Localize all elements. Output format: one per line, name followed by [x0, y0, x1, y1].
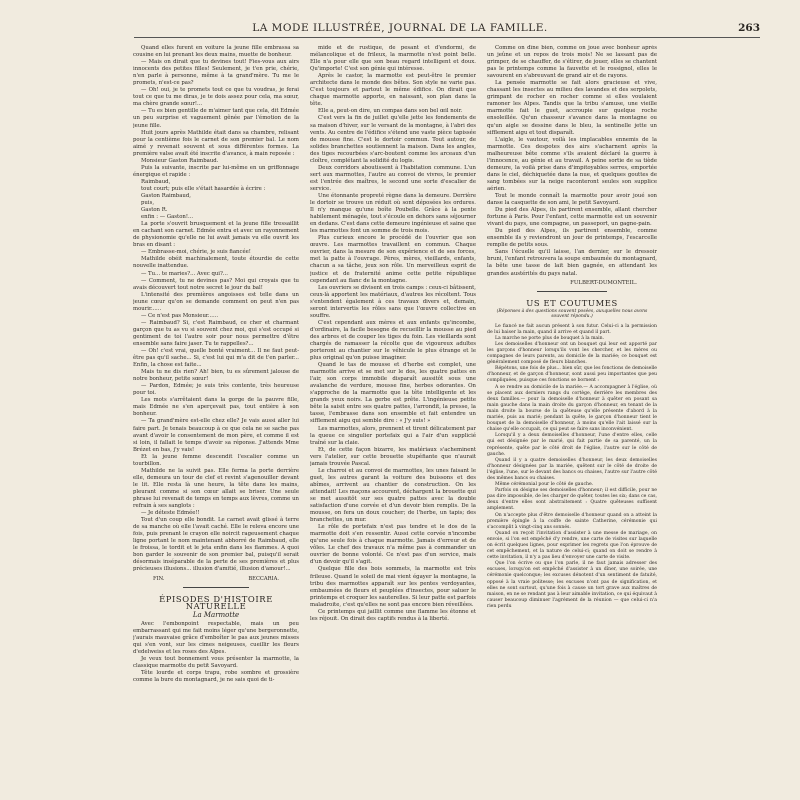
paragraph: La marche ne porte plus de bouquet à la main. [495, 335, 605, 341]
section-title: US ET COUTUMES [526, 297, 618, 308]
paragraph: Du pied des Alpes, ils partirent ensemble, allant chercher fortune à Paris. Pour l'enfant, cette marmotte est un souvenir vivant du pays, une compagne, un passeport, un gagne-pain. [487, 207, 657, 228]
paragraph: Même cérémonial pour le côté de gauche. [495, 482, 594, 488]
paragraph: — Tu... te maries?... Avec qui?... [141, 270, 228, 277]
paragraph: — Oh! c'est vrai, quelle bonté vraiment... Il ne faut peut-être pas qu'il sache... Si, c'est lui qui m'a dit de t'en parler... Enfin, la chose est faite... [133, 348, 299, 369]
paragraph: Plus curieux encore le procédé de l'ouvrier que son œuvre. Les marmottes travaillent en commun. Chaque ouvrier, dans la mesure de son expérience et de ses forces, met la patte à l'ouvrage. Pères, mères, vieillards, enfants, chacun a sa tâche, jeux son rôle. Un merveilleux esprit de justice et de fraternité anime cette petite république cependant au flanc de la montagne. [310, 235, 476, 284]
paragraph: Sans l'écuelle qu'il laisse, l'an dernier, sur le dressoir bruni, l'enfant retrouvera la soupe embaumée du montagnard, la bête une tasse de lait bien gagnée, en attendant les grandes austérités du pays natal. [487, 249, 657, 277]
paragraph: A se rendre au domicile de la mariée.— A accompagner à l'église, où se placent aux derniers rangs du cortège, derrière les membres des deux familles.— pour la demoiselle d'honneur à quêter en posant sa main gauche dans la main droite du garçon d'honneur, en tenant de la main droite la bourse de la quêteuse qu'elle présente d'abord à la mariée, puis au marié; pendant la quête, le garçon d'honneur tient le bouquet de la demoiselle d'honneur, à moins qu'elle l'ait laissé sur la chaise qu'elle occupait, ce qui peut se faire sans inconvénient. [487, 384, 657, 433]
story-signature [153, 576, 279, 583]
paragraph: Les marmottes, alors, prennent et tirent délicatement par la queue ce singulier portefaix qui a l'air d'un supplicié traîné sur la claie. [310, 425, 476, 446]
paragraph: Et, de cette façon bizarre, les matériaux s'acheminent vers l'atelier, sur cette brouette stupéfiante que n'aurait jamais trouvée Pascal. [310, 446, 476, 467]
paragraph: — Tu es bien gentille de m'aimer tant que cela, dit Edmée un peu surprise et vaguement gênée par l'émotion de la jeune fille. [133, 108, 299, 129]
section-title: ÉPISODES D'HISTOIRE NATURELLE [159, 593, 273, 611]
signature-end: FIN. [153, 575, 165, 582]
paragraph: On n'accepte plus d'être demoiselle d'honneur quand on a atteint la première épingle à la coiffe de sainte Catherine, cérémonie qui s'accomplit à vingt-cinq ans sonnés. [487, 512, 657, 530]
paragraph: Deux corridors aboutissent à l'habitation commune. L'un sert aux marmottes, l'autre au convoi de vivres, le premier est l'entrée des maîtres, le second une sorte d'escalier de service. [310, 164, 476, 192]
section-subtitle: La Marmotte [192, 610, 240, 619]
paragraph: enfin : — Gaston!... [141, 214, 194, 221]
paragraph: Les ouvriers se divisent en trois camps : ceux-ci bâtissent, ceux-là apportent les matériaux, d'autres les récoltent. Tous s'entendent également à ces travaux divers et, demain, seront intervertis les rôles sans que l'œuvre collective en souffre. [310, 284, 476, 319]
paragraph: Parfois on désigne ses demoiselles d'honneur; il est difficile, pour ne pas dire impossible, de les charger de quêter, toutes les six; dans ce cas, deux d'entre elles sont abstraitement : Quatre quêteuses suffisent amplement. [487, 488, 657, 512]
paragraph: Les mots s'arrêtaient dans la gorge de la pauvre fille, mais Edmée ne s'en aperçevait pas, tout entière à son bonheur. [133, 397, 299, 418]
column-1 [133, 45, 299, 755]
article-text [310, 45, 476, 623]
journal-title: LA MODE ILLUSTRÉE, JOURNAL DE LA FAMILLE. [252, 22, 548, 34]
paragraph: Tout le monde connaît la marmotte pour avoir joué son danse la casquette de son ami, le petit Savoyard. [487, 192, 657, 207]
paragraph: — Embrasse-moi, chérie, je suis fiancée! [141, 249, 251, 256]
paragraph: Huit jours après Mathilde était dans sa chambre, relisant pour la centième fois le carnet de son premier bal. Le nom aimé y revenait souvent et sous différentes formes. La première valse avait été inscrite d'avance, à main reposée : [133, 129, 299, 157]
paragraph: Mais tu ne dis rien? Ah! bien, tu es sûrement jalouse de notre bonheur, petite sœur! [133, 369, 299, 383]
paragraph: — Comment, tu ne devines pas? Moi qui croyais que tu avais découvert tout notre secret le jour du bal! [133, 277, 299, 291]
column-2 [310, 45, 476, 755]
section-heading [487, 297, 657, 308]
paragraph: Quand il y a quatre demoiselles d'honneur, les deux demoiselles d'honneur désignées par la mariée, quêtent sur le côté de droite de l'église, l'une, sur le devant des bancs ou chaises, l'autre sur l'autre côté des mêmes bancs ou chaises. [487, 457, 657, 481]
paragraph: La pensée marmotte se fait alors gracieuse et vive, chassant les insectes au milieu des lavandes et des serpolets, grimpant de rocher en rocher comme si elles voulaient ramoner les Alpes. Tandis que la tribu s'amuse, une vieille marmotte fait le guet, accroupie sur quelque roche ensoleillée. Qu'un chasseur s'avance dans la montagne ou qu'un aigle se dessine dans le bleu, la sentinelle jette un sifflement aigu et tout disparaît. [487, 80, 657, 136]
paragraph: Le fiancé ne fait aucun présent à son futur. Celui-ci a la permission de lui baiser la main, quand il arrive et quand il part. [487, 323, 657, 335]
section-heading [133, 593, 299, 619]
column-3 [487, 45, 657, 755]
paragraph: Mathilde obéit machinalement, toute étourdie de cette nouvelle inattendue. [133, 256, 299, 270]
article-text [133, 621, 299, 684]
paragraph: Et la jeune femme descendit l'escalier comme un tourbillon. [133, 453, 299, 467]
paragraph: Mathilde ne la suivit pas. Elle ferma la porte derrière elle, demeura un tour de clef et revint s'agenouiller devant le lit. Elle resta là une heure, la tête dans les mains, pleurant comme si son cœur allait se briser. Une seule phrase lui revenait de temps en temps aux lèvres, comme un refrain à ses sanglots : [133, 467, 299, 510]
paragraph: — Mais on dirait que tu devines tout! Fies-vous aux airs innocents des petites filles! Seulement, je t'en prie, chérie, n'en parle à personne, même à ta grand'mère. Tu me le promets, n'est-ce pas? [133, 59, 299, 87]
paragraph: C'est cependant aux mères et aux enfants qu'incombe, d'ordinaire, la facile besogne de recueillir la mousse au pied des arbres et de couper les tiges du foin. Les vieillards sont chargés de ramasser la récolte que de vigoureux adultes porteront au chantier sur le véhicule le plus étrange et le plus original qu'on puisse imaginer. [310, 319, 476, 362]
paragraph: Gaston R. [141, 207, 168, 214]
paragraph: Quand le tas de mousse et d'herbe est complet, une marmotte arrive et se met sur le dos, les quatre pattes en l'air, son corps immobile disparaît aussitôt sous une avalanche de verdure, mousse fine, herbes odorantes. On s'approche de la marmotte que la tête intelligente et les grands yeux noirs. La gerbe est prête. L'ingénieuse petite bête la saisit entre ses quatre pattes, l'arrondit, la presse, la tasse, l'embrasse dans son ensemble et fait entendre un sifflement aigu qui semble dire : « J'y suis! » [310, 362, 476, 425]
paragraph: Tête lourde et corps trapu, robe sombre et grossière comme la bure du montagnard, je ne sais quoi de ti- [133, 670, 299, 684]
section-divider [183, 587, 249, 588]
paragraph: — Ta grand'mère est-elle chez elle? Je vais aussi aller lui faire part. Je tenais beaucoup à ce que cela ne se sache pas avant d'avoir le consentement de mon père, et comme il est si loin, il fallait le temps d'avoir sa réponse. J'attends Mme Brézet en bas, j'y vais! [133, 418, 299, 453]
paragraph: Comme on dîne bien, comme on joue avec bonheur après un jeûne et un repos de trois mois! Ne se lassant pas de grimper, de se chauffer, de s'étirer, de jouer, elles se chantent pas le printemps comme la fauvette et le rossignol, elles le savourent en s'abreuvant de grand air et de rayons. [487, 45, 657, 80]
paragraph: Du pied des Alpes, ils partirent ensemble, comme ensemble ils y reviendront un jour de printemps, l'escarcelle remplie de petits sous. [487, 228, 657, 249]
paragraph: Puis la suivante, inscrite par lui-même en un griffonnage énergique et rapide : [133, 164, 299, 178]
paragraph: — Pardon, Edmée; je suis très contente, très heureuse pour toi. [133, 383, 299, 397]
customs-text [487, 324, 657, 610]
paragraph: puis, [141, 200, 155, 207]
paragraph: La porte s'ouvrit brusquement et la jeune fille tressaillit en cachant son carnet. Edmée entra et avec un rayonnement de physionomie qu'elle ne lui avait jamais vu elle ouvrit les bras en disant : [133, 221, 299, 249]
paragraph: Les demoiselles d'honneur ont un bouquet qui leur est apporté par les garçons d'honneur lorsqu'ils vont les chercher, et les mères ou compagnes de leurs parents, au domicile de la mariée; ce bouquet est généralement composé de fleurs blanches. [487, 341, 657, 366]
paragraph: Une étonnante propreté règne dans la demeure. Derrière le dortoir se trouve un réduit où sont déposées les ordures. Il n'y manque qu'une boîte Poubelle. Grâce à la pente habilement ménagée, tout s'écoule en dehors sans séjourner en dedans. C'est dans cette demeure ingénieuse et saine que les marmottes font un somme de trois mois. [310, 192, 476, 235]
section-divider [537, 291, 607, 292]
paragraph: Ce printemps qui jaillit comme une flamme les étonne et les réjouit. On dirait des captifs rendus à la liberté. [310, 608, 476, 622]
paragraph: — Ce n'est pas Monsieur...... [141, 312, 219, 319]
paragraph: Répétons, une fois de plus... bien sûr, que les fonctions de demoiselle d'honneur, et de garçon d'honneur, sont aussi peu importantes que peu compliquées, puisque ces fonctions se bornent : [487, 366, 657, 384]
article-text [487, 45, 657, 278]
paragraph: L'intensité des premières angoisses est telle dans un jeune cœur qu'on se demande comment on peut n'en pas mourir...... [133, 291, 299, 312]
paragraph: Elle a, peut-on dire, un compas dans son bel œil noir. [318, 108, 463, 115]
paragraph: Quand on reçoit l'invitation d'assister à une messe de mariage, on envoie, si l'on est empêché d'y rendre, une carte de visites sur laquelle on écrit quelques lignes, pour exprimer les regrets que l'on éprouve de cet empêchement, et la nature de celui-ci; quand on doit se rendre à cette invitation, il n'y a pas lieu d'envoyer une carte de visite. [487, 530, 657, 561]
paragraph: Monsieur Gaston Raimbaud. [141, 157, 219, 164]
paragraph: L'aigle, le vautour, voilà les implacables ennemis de la marmotte. Ces despotes des airs s'acharnent après la malheureuse bête comme s'ils avaient déclaré la guerre à l'innocence, au génie et au travail. A peine sortie de sa tiède demeure, la voilà prise dans d'impitoyables serres, emportée dans le ciel, déchiquetée dans la nue, et quelques gouttes de sang tombées sur la neige raconteront seules son supplice aérien. [487, 136, 657, 192]
paragraph: C'est vers la fin de juillet qu'elle jette les fondements de sa maison d'hiver, sur le versant de la montagne, à l'abri des vents. Au centre de l'édifice s'étend une vaste pièce tapissée de mousse fine. C'est le dortoir commun. Tout autour, de solides branchettes soutiennent la maison. Dans les angles, des tiges recourbées s'arc-boutent comme les arceaux d'un cloître, complétant la solidité du logis. [310, 115, 476, 164]
paragraph: — Raimbaud? Si, c'est Raimbaud, ce cher et charmant garçon que tu as vu si souvent chez moi, qui s'est occupé si gentiment de toi l'autre soir pour nous permettre d'être ensemble sans faire jaser. Tu te rappelles?... [133, 319, 299, 347]
paragraph: — Je déteste Edmée!! [141, 510, 200, 517]
paragraph: Après le castor, la marmotte est peut-être le premier architecte dans le monde des bêtes. Son style ne varie pas. C'est toujours et partout le même édifice. On dirait que chaque marmotte apporte, en naissant, son plan dans la tête. [310, 73, 476, 108]
story-text [133, 45, 299, 574]
paragraph: Que l'on écrive ou que l'on parle, il ne faut jamais adresser des excuses, lorsqu'on est empêché d'assister à un dîner, une soirée, une cérémonie quelconque; les excuses dénotent d'un sentiment de fatuité, opposé à la vraie politesse; les excuses n'ont pas de signification, et elles ne sont surtout, qu'une fois à cause un tort grave aux maîtres de maison, en ne se rendant pas à leur aimable invitation, ce qui équivaut à causer beaucoup diminuer l'agrément de la réunion — que celui-ci n'a rien perdu [487, 561, 657, 609]
paragraph: Quand elles furent en voiture la jeune fille embrassa sa cousine en lui prenant les deux mains, muette de bonheur. [133, 45, 299, 59]
page-header [0, 22, 800, 36]
paragraph: Quelque fille des bois sommets, la marmotte est très frileuse. Quand le soleil de mai vient égayer la montagne, la tribu des marmottes apparaît sur les pentes verdoyantes, embaumées de fleurs et peuplées d'insectes, pour saluer le printemps et croquer les sauterelles. Si leur patte est parfois maladroite, c'est qu'elles ne sont pas encore bien réveillées. [310, 566, 476, 608]
paragraph: tout court; puis elle s'était hasardée à écrire : [141, 185, 266, 192]
paragraph: Lorsqu'il y a deux demoiselles d'honneur, l'une d'entre elles, celle qui est désignée par le marié, qui fait partie de sa parenté, un la représente, quête par le côté droit de l'église, l'autre sur le côté de gauche. [487, 433, 657, 457]
paragraph: Le rôle de portefaix n'est pas tendre et le dos de la marmotte doit s'en ressentir. Aussi cette corvée n'incombe qu'une seule fois à chaque marmotte. Jamais d'erreur et de vôles. Le chef des travaux n'a même pas à commander un ouvrier de bonne volonté. Ce n'est pas d'un service, mais d'un devoir qu'il s'agit. [310, 524, 476, 566]
paragraph: — Oh! oui, je te promets tout ce que tu voudras, je ferai tout ce que tu me diras, je te dois assez pour cela, ma sœur, ma chère grande sœur!... [133, 87, 299, 108]
section-note: (Réponses à des questions souvent posées, auxquelles nous avons souvent répondu.) [496, 308, 648, 320]
paragraph: Gaston Raimbaud, [141, 192, 191, 199]
paragraph: Je veux tout bonnement vous présenter la marmotte, la classique marmotte du petit Savoyard. [133, 655, 299, 669]
paragraph: mide et de rustique, de pesant et d'endormi, de mélancolique et de frileux, la marmotte n'est point belle. Elle n'a pour elle que son beau regard intelligent et doux. Qu'importe! C'est son génie qui intéresse. [310, 45, 476, 73]
paragraph: Tout d'un coup elle bondit. Le carnet avait glissé à terre de sa manche où elle l'avait caché. Elle le releva encore une fois, puis prenant le crayon elle noircit rageusement chaque ligne portant le nom maintenant abhorré de Raimbaud, elle le froissa, le tordit et le jeta enfin dans les flammes. A quoi bon garder le souvenir de son premier bal, puisqu'il serait désormais inséparable de la perte de ses premières et plus précieuses illusions... illusion d'amitié, illusion d'amour!... [133, 517, 299, 573]
signature-author: BECCARIA. [248, 575, 279, 582]
article-signature: FULBERT-DUMONTEIL. [570, 279, 637, 286]
paragraph: Le charroi et au convoi de marmottes, les unes faisant le guet, les autres garant la voiture des buissons et des abîmes, arrivent au chantier de construction. On les attendait! Les maçons accourent, déchargent la brouette qui se met aussitôt sur ses quatre pattes avec la double satisfaction d'une corvée et d'un devoir bien remplis. De la mousse, on fera un doux coucher; de l'herbe, un tapis; des branchettes, un mur. [310, 467, 476, 524]
paragraph: Raimbaud, [141, 178, 171, 185]
paragraph: Avec l'embonpoint respectable, mais un peu embarrassant qui me fait moins léger qu'une bergeronnette, j'aurais mauvaise grâce d'emboîter le pas aux jeunes misses qui s'en vont, sur les cimes neigeuses, cueillir les fleurs d'edelweiss et les roses des Alpes. [133, 620, 299, 655]
page-number: 263 [738, 22, 760, 34]
header-rule [134, 37, 760, 38]
